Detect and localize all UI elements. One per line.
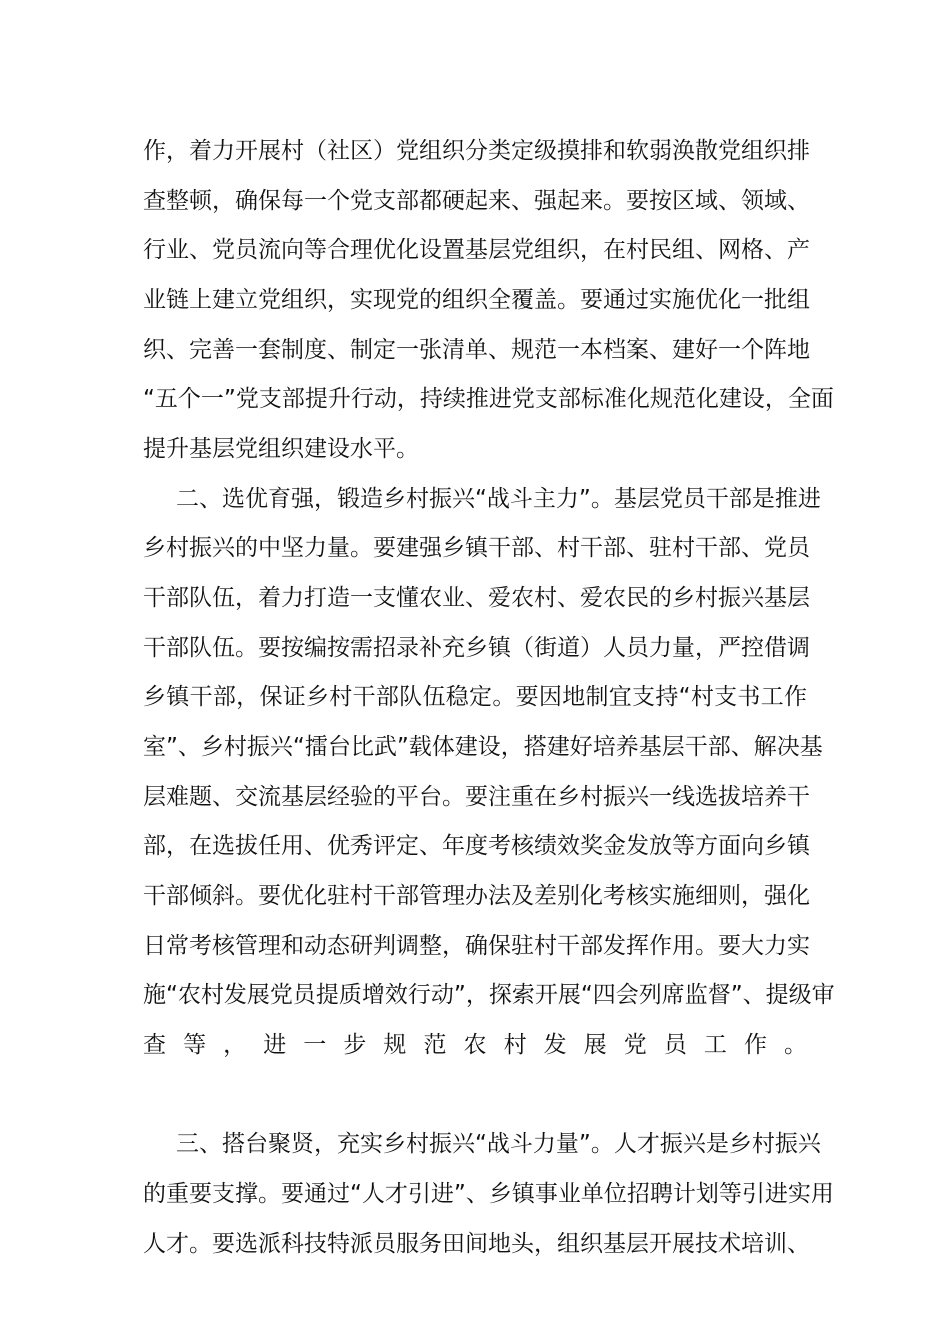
text-line: 干部队伍，着力打造一支懂农业、爱农村、爱农民的乡村振兴基层 — [143, 585, 810, 611]
text-line: 乡村振兴的中坚力量。要建强乡镇干部、村干部、驻村干部、党员 — [143, 535, 810, 561]
paragraph-heading-line: 三、搭台聚贤，充实乡村振兴“战斗力量”。人才振兴是乡村振兴 — [176, 1131, 821, 1157]
text-line: 行业、党员流向等合理优化设置基层党组织，在村民组、网格、产 — [143, 237, 810, 263]
text-line: 日常考核管理和动态研判调整，确保驻村干部发挥作用。要大力实 — [143, 933, 810, 959]
text-line: 室”、乡村振兴“擂台比武”载体建设，搭建好培养基层干部、解决基 — [143, 734, 823, 760]
text-line: 施“农村发展党员提质增效行动”，探索开展“四会列席监督”、提级审 — [143, 982, 835, 1008]
text-line: 作，着力开展村（社区）党组织分类定级摸排和软弱涣散党组织排 — [143, 138, 810, 164]
text-line: 人才。要选派科技特派员服务田间地头，组织基层开展技术培训、 — [143, 1231, 810, 1257]
text-line: 提升基层党组织建设水平。 — [143, 436, 419, 462]
text-line: 部，在选拔任用、优秀评定、年度考核绩效奖金发放等方面向乡镇 — [143, 833, 810, 859]
paragraph-heading-line: 二、选优育强，锻造乡村振兴“战斗主力”。基层党员干部是推进 — [176, 486, 821, 512]
text-line: “五个一”党支部提升行动，持续推进党支部标准化规范化建设，全面 — [143, 386, 834, 412]
text-line: 业链上建立党组织，实现党的组织全覆盖。要通过实施优化一批组 — [143, 287, 810, 313]
text-line: 层难题、交流基层经验的平台。要注重在乡村振兴一线选拔培养干 — [143, 784, 810, 810]
text-line: 干部队伍。要按编按需招录补充乡镇（街道）人员力量，严控借调 — [143, 635, 810, 661]
text-line: 查等，进一步规范农村发展党员工作。 — [143, 1032, 807, 1058]
text-line: 查整顿，确保每一个党支部都硬起来、强起来。要按区域、领域、 — [143, 188, 810, 214]
text-line: 乡镇干部，保证乡村干部队伍稳定。要因地制宜支持“村支书工作 — [143, 684, 807, 710]
text-line: 织、完善一套制度、制定一张清单、规范一本档案、建好一个阵地 — [143, 337, 810, 363]
text-line: 干部倾斜。要优化驻村干部管理办法及差别化考核实施细则，强化 — [143, 883, 810, 909]
text-line — [143, 1078, 807, 1112]
text-line: 的重要支撑。要通过“人才引进”、乡镇事业单位招聘计划等引进实用 — [143, 1181, 834, 1207]
